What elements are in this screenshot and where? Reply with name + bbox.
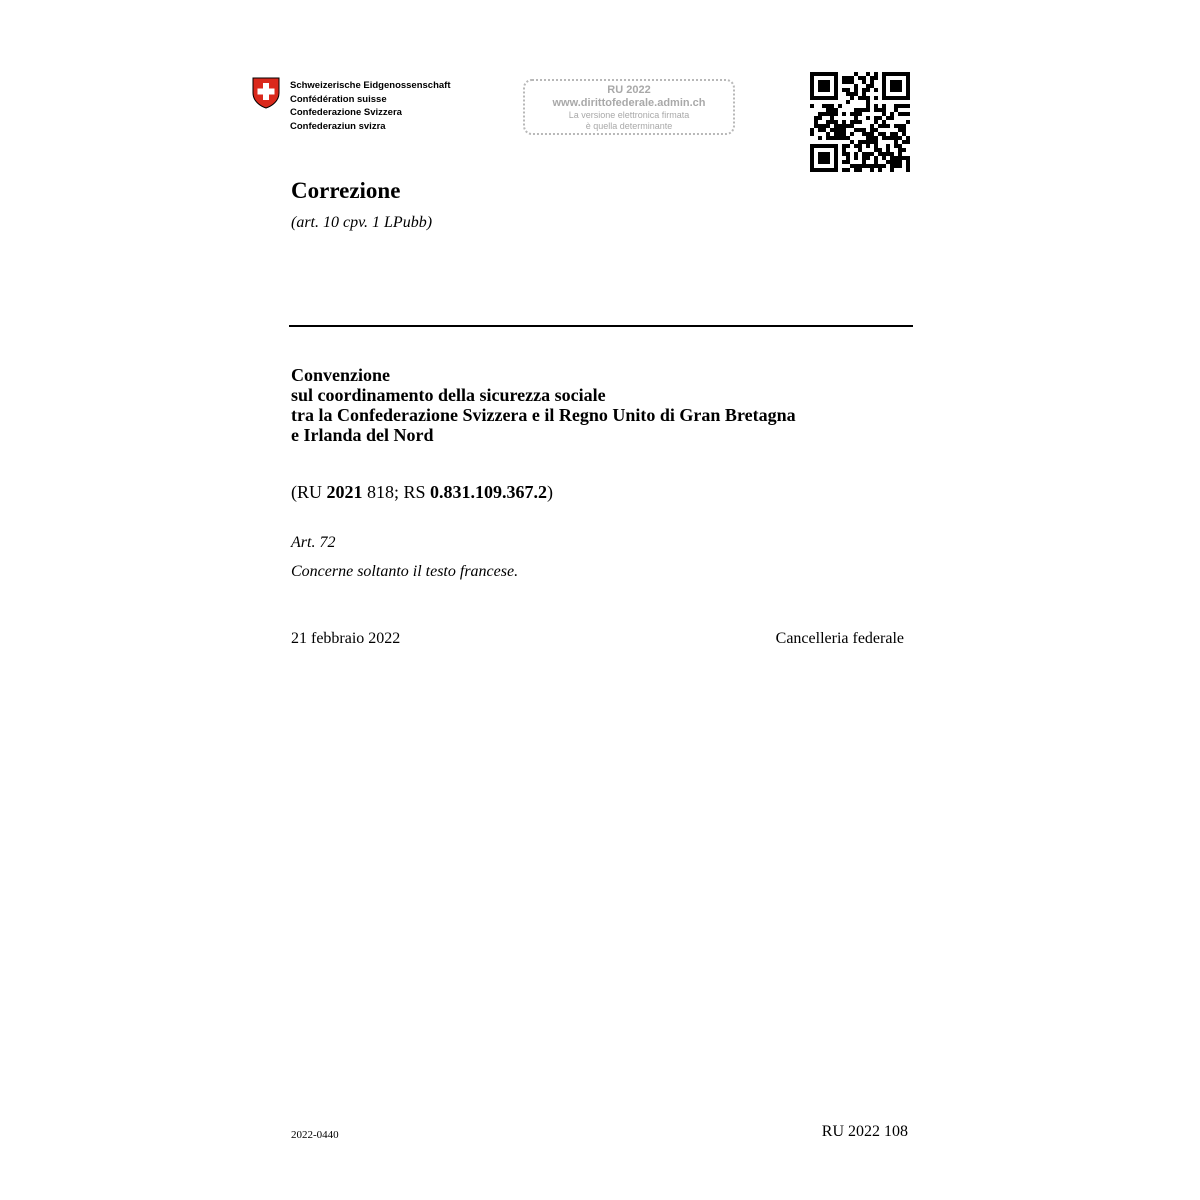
stamp-line-1: RU 2022 (607, 84, 651, 96)
ref-ru-page: 818; RS (362, 482, 431, 502)
convention-line-1: Convenzione (291, 365, 390, 385)
legal-basis: (art. 10 cpv. 1 LPubb) (291, 214, 433, 231)
article-number: Art. 72 (291, 534, 336, 551)
convention-line-3: tra la Confederazione Svizzera e il Regno Unito di Gran Bretagna (291, 405, 796, 425)
conf-name-it: Confederazione Svizzera (290, 107, 402, 118)
divider (289, 325, 913, 327)
publication-reference: RU 2022 108 (821, 1123, 908, 1140)
conf-name-fr: Confédération suisse (290, 93, 387, 105)
reference-line (291, 482, 553, 503)
ref-open: (RU (291, 482, 327, 502)
ref-ru-year: 2021 (326, 482, 363, 502)
qr-code-icon (810, 72, 910, 172)
electronic-version-stamp (523, 79, 735, 135)
stamp-line-3: La versione elettronica firmata (568, 110, 690, 120)
convention-line-4: e Irlanda del Nord (291, 425, 434, 445)
ref-rs-number: 0.831.109.367.2 (430, 482, 548, 502)
page-title: Correzione (291, 178, 401, 203)
confederation-names (290, 79, 451, 133)
issuer: Cancelleria federale (775, 630, 904, 647)
conf-name-rm: Confederaziun svizra (290, 120, 386, 132)
convention-line-2: sul coordinamento della sicurezza sociale (291, 385, 606, 405)
article-note: Concerne soltanto il testo francese. (291, 563, 519, 580)
document-date: 21 febbraio 2022 (291, 630, 401, 647)
stamp-line-4: è quella determinante (585, 121, 673, 131)
ref-close: ) (547, 482, 554, 502)
document-id: 2022-0440 (291, 1129, 339, 1141)
swiss-flag-icon (252, 77, 280, 109)
convention-title (291, 365, 796, 445)
conf-name-de: Schweizerische Eidgenossenschaft (290, 80, 451, 91)
stamp-url: www.dirittofederale.admin.ch (552, 97, 706, 109)
